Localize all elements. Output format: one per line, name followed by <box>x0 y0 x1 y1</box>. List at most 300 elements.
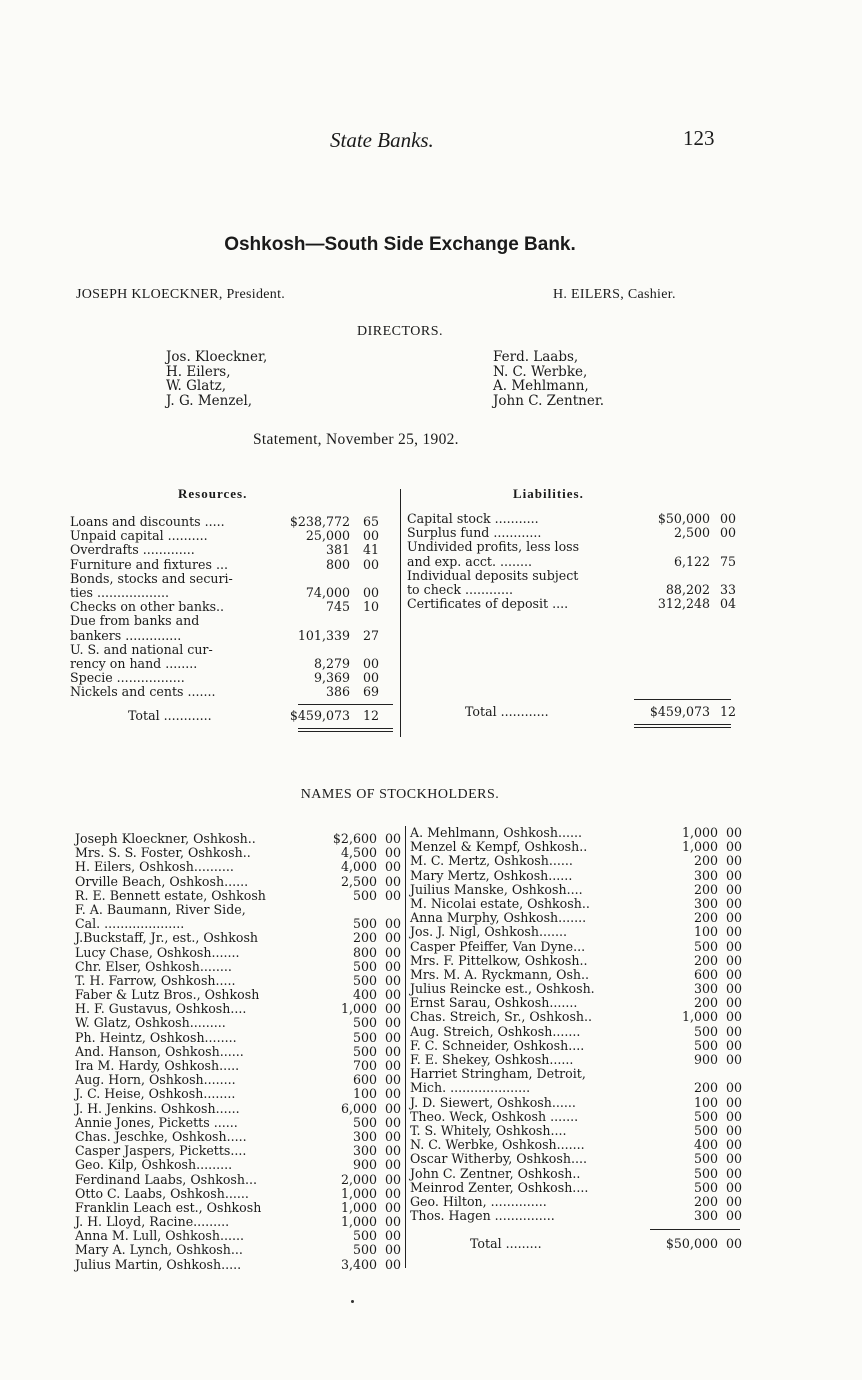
row-dollars: 74,000 <box>305 584 350 600</box>
resources-row <box>70 629 395 643</box>
row-cents: 27 <box>362 627 379 643</box>
row-cents: 00 <box>725 1165 742 1181</box>
row-dollars: 500 <box>352 958 377 974</box>
stockholder-row <box>410 840 740 854</box>
row-cents: 00 <box>384 1086 401 1102</box>
row-dollars: 1,000 <box>340 1185 377 1201</box>
row-label: Thos. Hagen ............... <box>410 1208 555 1224</box>
stockholder-row <box>75 1258 403 1272</box>
row-cents: 00 <box>725 881 742 897</box>
row-label: Cal. .................... <box>75 916 185 932</box>
row-cents: 00 <box>725 839 742 855</box>
row-label: M. Nicolai estate, Oshkosh.. <box>410 895 590 911</box>
row-cents: 00 <box>384 845 401 861</box>
row-label: A. Mehlmann, Oshkosh...... <box>410 825 582 840</box>
row-label: H. F. Gustavus, Oshkosh.... <box>75 1001 247 1017</box>
stockholder-row <box>410 1110 740 1124</box>
row-cents: 00 <box>384 972 401 988</box>
stockholder-row <box>75 1229 403 1243</box>
row-dollars: 500 <box>352 916 377 932</box>
row-dollars: 500 <box>693 938 718 954</box>
row-cents: 69 <box>362 684 379 700</box>
row-dollars: 2,000 <box>340 1171 377 1187</box>
row-dollars: 200 <box>352 930 377 946</box>
row-cents: 00 <box>384 859 401 875</box>
row-cents: 00 <box>384 1185 401 1201</box>
stockholder-row <box>75 1045 403 1059</box>
row-dollars: 500 <box>352 972 377 988</box>
row-label: F. E. Shekey, Oshkosh...... <box>410 1052 574 1067</box>
row-cents: 00 <box>725 938 742 954</box>
printer-mark <box>351 1300 354 1303</box>
total-cents: 12 <box>362 708 379 723</box>
row-dollars: 9,369 <box>313 670 350 686</box>
row-cents: 00 <box>725 1151 742 1167</box>
row-cents: 00 <box>384 1143 401 1159</box>
resources-row <box>70 543 395 557</box>
row-dollars: 300 <box>352 1143 377 1159</box>
column-divider <box>405 826 406 1268</box>
row-cents: 00 <box>384 1171 401 1187</box>
stockholder-row <box>75 1087 403 1101</box>
row-dollars: 100 <box>693 1094 718 1110</box>
row-label: Geo. Kilp, Oshkosh......... <box>75 1157 233 1173</box>
liabilities-row <box>407 512 737 526</box>
stockholder-row <box>410 911 740 925</box>
row-dollars: 25,000 <box>305 528 350 544</box>
row-label: Ferdinand Laabs, Oshkosh... <box>75 1171 258 1187</box>
row-label: and exp. acct. ........ <box>407 553 533 569</box>
resources-row <box>70 600 395 614</box>
resources-total-rule <box>298 704 393 705</box>
row-dollars: 500 <box>693 1165 718 1181</box>
row-label: J. H. Jenkins. Oshkosh...... <box>75 1100 240 1116</box>
row-label: Orville Beach, Oshkosh...... <box>75 873 249 889</box>
row-dollars: 200 <box>693 952 718 968</box>
row-cents: 00 <box>384 1128 401 1144</box>
row-label: Chas. Jeschke, Oshkosh..... <box>75 1128 247 1144</box>
total-cents: 00 <box>725 1236 742 1251</box>
row-dollars: 200 <box>693 853 718 869</box>
row-dollars: 500 <box>693 1108 718 1124</box>
resources-total-row <box>70 709 395 723</box>
row-dollars: 1,000 <box>340 1199 377 1215</box>
liabilities-heading: Liabilities. <box>513 486 584 501</box>
row-cents: 00 <box>384 1228 401 1244</box>
row-label: Joseph Kloeckner, Oshkosh.. <box>75 831 256 846</box>
stockholder-row <box>410 996 740 1010</box>
row-label: Juilius Manske, Oshkosh.... <box>410 881 583 897</box>
row-cents: 00 <box>384 1015 401 1031</box>
row-label: F. A. Baumann, River Side, <box>75 901 246 917</box>
row-dollars: 8,279 <box>313 655 350 671</box>
stockholders-left-list <box>75 832 403 1272</box>
row-cents: 00 <box>384 930 401 946</box>
stockholder-row <box>75 1073 403 1087</box>
row-cents: 00 <box>725 981 742 997</box>
row-label: W. Glatz, Oshkosh......... <box>75 1015 226 1031</box>
row-cents: 00 <box>384 1256 401 1272</box>
row-cents: 00 <box>384 1072 401 1088</box>
row-dollars: 500 <box>693 1122 718 1138</box>
row-cents: 00 <box>384 1214 401 1230</box>
row-label: Ira M. Hardy, Oshkosh..... <box>75 1058 240 1073</box>
stockholder-row <box>410 1152 740 1166</box>
row-dollars: 6,000 <box>340 1100 377 1116</box>
row-label: Specie ................. <box>70 670 185 686</box>
row-label: Due from banks and <box>70 613 200 629</box>
row-label: Chas. Streich, Sr., Oshkosh.. <box>410 1009 593 1025</box>
stockholders-total-rule <box>650 1229 740 1230</box>
row-dollars: 500 <box>352 1043 377 1059</box>
row-label: Faber & Lutz Bros., Oshkosh <box>75 987 260 1003</box>
stockholder-row <box>75 1116 403 1130</box>
row-dollars: 200 <box>693 1193 718 1209</box>
row-cents: 00 <box>384 1029 401 1045</box>
total-label: Total ............ <box>465 704 549 719</box>
row-cents: 33 <box>719 581 736 597</box>
director-name: John C. Zentner. <box>493 392 605 409</box>
row-dollars: 6,122 <box>673 553 710 569</box>
row-cents: 00 <box>725 1009 742 1025</box>
row-label: Loans and discounts ..... <box>70 514 225 529</box>
row-label: bankers .............. <box>70 627 182 643</box>
stockholder-row <box>410 1010 740 1024</box>
row-label: Menzel & Kempf, Oshkosh.. <box>410 839 588 855</box>
stockholder-row <box>75 1102 403 1116</box>
row-label: Chr. Elser, Oshkosh........ <box>75 958 232 974</box>
stockholder-row <box>75 1016 403 1030</box>
stockholder-row <box>75 946 403 960</box>
stockholder-row <box>410 1067 740 1081</box>
row-label: Casper Pfeiffer, Van Dyne... <box>410 938 586 954</box>
stockholder-row <box>410 1096 740 1110</box>
resources-row <box>70 572 395 586</box>
row-dollars: 1,000 <box>681 1009 718 1025</box>
row-cents: 00 <box>725 1052 742 1067</box>
row-cents: 00 <box>725 1108 742 1124</box>
row-dollars: 4,500 <box>340 845 377 861</box>
row-cents: 00 <box>725 853 742 869</box>
row-label: Mrs. S. S. Foster, Oshkosh.. <box>75 845 251 861</box>
row-cents: 00 <box>725 1179 742 1195</box>
resources-row <box>70 529 395 543</box>
stockholder-row <box>75 1201 403 1215</box>
row-dollars: 200 <box>693 995 718 1011</box>
row-dollars: 300 <box>693 895 718 911</box>
row-label: Checks on other banks.. <box>70 599 225 615</box>
resources-double-rule <box>298 728 393 729</box>
resources-row <box>70 657 395 671</box>
resources-table <box>70 515 395 699</box>
row-label: Ernst Sarau, Oshkosh....... <box>410 995 578 1011</box>
resources-row <box>70 515 395 529</box>
row-dollars: 1,000 <box>681 839 718 855</box>
stockholder-row <box>410 1081 740 1095</box>
liabilities-total-row <box>407 705 737 719</box>
row-label: Mrs. M. A. Ryckmann, Osh.. <box>410 966 590 982</box>
row-cents: 00 <box>384 887 401 903</box>
row-label: Aug. Horn, Oshkosh........ <box>75 1072 236 1088</box>
stockholder-row <box>75 1130 403 1144</box>
resources-row <box>70 643 395 657</box>
row-label: Mary Mertz, Oshkosh...... <box>410 867 573 883</box>
row-dollars: 100 <box>352 1086 377 1102</box>
column-divider <box>400 489 401 737</box>
row-dollars: $2,600 <box>332 831 377 846</box>
row-label: Meinrod Zenter, Oshkosh.... <box>410 1179 589 1195</box>
stockholder-row <box>75 1215 403 1229</box>
liabilities-row <box>407 597 737 611</box>
stockholder-row <box>75 1158 403 1172</box>
stockholder-row <box>410 883 740 897</box>
cashier: H. EILERS, Cashier. <box>553 287 676 302</box>
liabilities-double-rule <box>634 727 731 728</box>
row-dollars: 101,339 <box>297 627 350 643</box>
row-cents: 04 <box>719 596 736 612</box>
row-label: Julius Martin, Oshkosh..... <box>75 1256 242 1272</box>
row-cents: 00 <box>384 1199 401 1215</box>
row-label: M. C. Mertz, Oshkosh...... <box>410 853 573 869</box>
row-cents: 00 <box>362 556 379 572</box>
row-cents: 00 <box>725 966 742 982</box>
row-dollars: 2,500 <box>340 873 377 889</box>
stockholder-row <box>410 1138 740 1152</box>
row-cents: 10 <box>362 599 379 615</box>
total-dollars: $459,073 <box>649 704 710 719</box>
liabilities-row <box>407 583 737 597</box>
row-dollars: 386 <box>325 684 350 700</box>
row-label: T. S. Whitely, Oshkosh.... <box>410 1122 567 1138</box>
row-cents: 00 <box>725 1122 742 1138</box>
liabilities-row <box>407 569 737 583</box>
row-cents: 00 <box>384 1058 401 1073</box>
page-number: 123 <box>683 126 715 150</box>
director-name: H. Eilers, <box>166 363 231 380</box>
row-label: Ph. Heintz, Oshkosh........ <box>75 1029 237 1045</box>
row-dollars: 300 <box>693 981 718 997</box>
row-dollars: 4,000 <box>340 859 377 875</box>
row-dollars: 500 <box>352 1015 377 1031</box>
row-label: Aug. Streich, Oshkosh....... <box>410 1023 581 1039</box>
row-cents: 00 <box>384 1242 401 1258</box>
row-label: Lucy Chase, Oshkosh....... <box>75 944 240 960</box>
stockholder-row <box>75 960 403 974</box>
row-cents: 00 <box>384 958 401 974</box>
row-label: Theo. Weck, Oshkosh ....... <box>410 1108 579 1124</box>
resources-heading: Resources. <box>178 486 248 501</box>
directors-heading: DIRECTORS. <box>356 324 444 339</box>
row-label: Otto C. Laabs, Oshkosh...... <box>75 1185 249 1201</box>
stockholder-row <box>75 1144 403 1158</box>
row-cents: 00 <box>725 895 742 911</box>
stockholder-row <box>75 917 403 931</box>
director-name: W. Glatz, <box>166 378 227 394</box>
stockholder-row <box>410 869 740 883</box>
row-label: J.Buckstaff, Jr., est., Oshkosh <box>75 930 259 946</box>
row-cents: 00 <box>384 987 401 1003</box>
row-dollars: 1,000 <box>681 825 718 840</box>
stockholders-total-row <box>410 1237 740 1251</box>
stockholder-row <box>410 1195 740 1209</box>
row-label: ties .................. <box>70 584 170 600</box>
row-label: to check ............ <box>407 581 513 597</box>
row-label: Geo. Hilton, .............. <box>410 1193 547 1209</box>
resources-row <box>70 685 395 699</box>
directors-right-column <box>493 350 604 408</box>
row-cents: 00 <box>725 995 742 1011</box>
row-cents: 00 <box>719 525 736 541</box>
stockholder-row <box>410 982 740 996</box>
row-dollars: 300 <box>693 1208 718 1224</box>
liabilities-double-rule <box>634 724 731 725</box>
row-dollars: 1,000 <box>340 1001 377 1017</box>
resources-double-rule <box>298 731 393 732</box>
row-cents: 00 <box>725 1023 742 1039</box>
row-dollars: 500 <box>693 1023 718 1039</box>
row-cents: 00 <box>725 1193 742 1209</box>
row-cents: 00 <box>384 831 401 846</box>
row-cents: 00 <box>719 511 736 526</box>
row-cents: 75 <box>719 553 736 569</box>
row-dollars: $50,000 <box>657 511 710 526</box>
row-dollars: 745 <box>325 599 350 615</box>
row-label: J. H. Lloyd, Racine......... <box>75 1214 230 1230</box>
total-amount: $50,000 <box>665 1236 718 1251</box>
row-dollars: 500 <box>352 887 377 903</box>
stockholder-row <box>410 1181 740 1195</box>
row-dollars: 500 <box>352 1029 377 1045</box>
row-dollars: 500 <box>352 1228 377 1244</box>
liabilities-table <box>407 512 737 611</box>
stockholder-row <box>410 1025 740 1039</box>
row-dollars: $238,772 <box>289 514 350 529</box>
stockholder-row <box>75 1173 403 1187</box>
row-cents: 00 <box>725 1208 742 1224</box>
row-cents: 00 <box>384 1100 401 1116</box>
row-cents: 00 <box>725 825 742 840</box>
stockholder-row <box>75 1002 403 1016</box>
row-cents: 00 <box>384 1114 401 1130</box>
row-dollars: 600 <box>693 966 718 982</box>
row-dollars: 500 <box>693 1037 718 1053</box>
row-label: Casper Jaspers, Picketts.... <box>75 1143 247 1159</box>
row-label: Mrs. F. Pittelkow, Oshkosh.. <box>410 952 588 968</box>
row-dollars: 3,400 <box>340 1256 377 1272</box>
row-dollars: 200 <box>693 910 718 926</box>
total-dollars: $459,073 <box>289 708 350 723</box>
row-dollars: 500 <box>693 1179 718 1195</box>
row-dollars: 800 <box>325 556 350 572</box>
row-label: U. S. and national cur- <box>70 641 213 657</box>
stockholder-row <box>75 846 403 860</box>
stockholders-heading: NAMES OF STOCKHOLDERS. <box>300 787 500 802</box>
stockholder-row <box>75 832 403 846</box>
stockholder-row <box>75 889 403 903</box>
row-label: Oscar Witherby, Oshkosh.... <box>410 1151 587 1167</box>
stockholder-row <box>75 931 403 945</box>
row-label: T. H. Farrow, Oshkosh..... <box>75 972 236 988</box>
row-label: J. D. Siewert, Oshkosh...... <box>410 1094 576 1110</box>
row-dollars: 200 <box>693 1080 718 1096</box>
stockholder-row <box>75 974 403 988</box>
stockholder-row <box>410 1209 740 1223</box>
stockholder-row <box>75 1031 403 1045</box>
statement-title: Statement, November 25, 1902. <box>253 431 459 448</box>
row-cents: 00 <box>384 1043 401 1059</box>
row-label: Mich. .................... <box>410 1080 531 1096</box>
stockholder-row <box>75 903 403 917</box>
row-cents: 65 <box>362 514 379 529</box>
row-cents: 00 <box>362 584 379 600</box>
stockholder-row <box>75 988 403 1002</box>
row-label: Harriet Stringham, Detroit, <box>410 1066 586 1082</box>
row-label: Surplus fund ............ <box>407 525 542 541</box>
stockholder-row <box>75 860 403 874</box>
stockholder-row <box>410 954 740 968</box>
row-cents: 00 <box>384 916 401 932</box>
row-dollars: 300 <box>693 867 718 883</box>
row-cents: 41 <box>362 542 379 558</box>
row-dollars: 400 <box>693 1137 718 1153</box>
directors-left-column <box>166 350 267 408</box>
row-label: J. C. Heise, Oshkosh........ <box>75 1086 236 1102</box>
stockholder-row <box>410 854 740 868</box>
row-cents: 00 <box>384 1001 401 1017</box>
stockholders-right-list <box>410 826 740 1223</box>
stockholder-row <box>75 1059 403 1073</box>
row-label: Julius Reincke est., Oshkosh. <box>410 981 595 997</box>
row-cents: 00 <box>725 924 742 940</box>
row-dollars: 2,500 <box>673 525 710 541</box>
row-label: F. C. Schneider, Oshkosh.... <box>410 1037 585 1053</box>
stockholder-row <box>410 897 740 911</box>
liabilities-total-rule <box>634 699 731 700</box>
running-title: State Banks. <box>330 128 434 152</box>
row-label: Anna Murphy, Oshkosh....... <box>410 910 587 926</box>
row-cents: 00 <box>725 1094 742 1110</box>
stockholder-row <box>410 1167 740 1181</box>
row-dollars: 400 <box>352 987 377 1003</box>
stockholder-row <box>410 1053 740 1067</box>
row-dollars: 800 <box>352 944 377 960</box>
row-label: Annie Jones, Picketts ...... <box>75 1114 238 1130</box>
row-dollars: 300 <box>352 1128 377 1144</box>
row-dollars: 500 <box>352 1114 377 1130</box>
liabilities-row <box>407 540 737 554</box>
row-cents: 00 <box>725 1037 742 1053</box>
stockholder-row <box>410 940 740 954</box>
resources-row <box>70 671 395 685</box>
stockholder-row <box>410 968 740 982</box>
row-dollars: 381 <box>325 542 350 558</box>
resources-row <box>70 586 395 600</box>
row-dollars: 200 <box>693 881 718 897</box>
row-dollars: 100 <box>693 924 718 940</box>
row-cents: 00 <box>384 1157 401 1173</box>
liabilities-row <box>407 555 737 569</box>
row-label: And. Hanson, Oshkosh...... <box>75 1043 244 1059</box>
stockholder-row <box>410 1124 740 1138</box>
row-label: Bonds, stocks and securi- <box>70 570 233 586</box>
row-dollars: 900 <box>693 1052 718 1067</box>
row-cents: 00 <box>725 952 742 968</box>
row-cents: 00 <box>725 1137 742 1153</box>
total-label: Total ......... <box>470 1236 542 1251</box>
row-label: N. C. Werbke, Oshkosh....... <box>410 1137 585 1153</box>
row-dollars: 700 <box>352 1058 377 1073</box>
stockholder-row <box>75 1187 403 1201</box>
